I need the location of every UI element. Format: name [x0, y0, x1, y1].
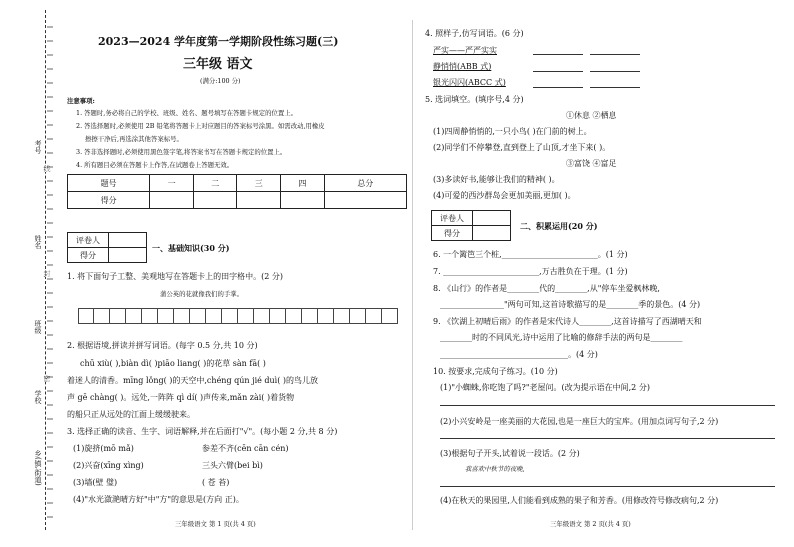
score-cell[interactable] [193, 192, 237, 209]
grader-cell[interactable] [473, 211, 511, 226]
notice-title: 注意事项: [67, 97, 95, 105]
q10-3-start: 我喜欢中秋节的夜晚, [465, 465, 525, 473]
q5-1: (1)四周静悄悄的,一只小鸟( )在门前的树上。 [433, 127, 592, 136]
q5-options-2: ③富饶 ④富足 [566, 159, 617, 168]
score-table-header: 一 [150, 175, 194, 192]
question-4: 4. 照样子,仿写词语。(6 分) [425, 29, 524, 38]
q3-1a: (1)旋挤(mō mǎ) [73, 444, 134, 453]
grader-box-2 [431, 210, 511, 241]
grader-score-cell[interactable] [109, 248, 147, 263]
q2-line-3: 声 gē chàng( )。远处,一阵阵 qì dí( )声传来,mǎn zài( )着货物 [67, 393, 295, 402]
score-table-header: 三 [237, 175, 281, 192]
margin-pattern [47, 20, 53, 520]
exam-no-label: 考号 [34, 140, 42, 154]
q2-line-2: 着迷人的清香。mīng lǒng( )的天空中,chéng qún jié duì( )的鸟儿放 [67, 376, 319, 385]
q1-sentence: 蒲公英的花就像我们的手掌。 [160, 290, 244, 298]
q10-2: (2)小兴安岭是一座美丽的大花园,也是一座巨大的宝库。(用加点词写句子,2 分) [440, 417, 719, 426]
q2-line-1: chū xiù( ),biàn dì( )piāo liang( )的花草 sàn fā( ) [80, 359, 266, 368]
section-1-title: 一、基础知识(30 分) [152, 243, 230, 253]
q3-3b: ( 苍 苔) [202, 478, 230, 487]
score-table-header: 总分 [324, 175, 406, 192]
q4-blank[interactable] [533, 54, 583, 55]
q4-example-2: 静悄悄(ABB 式) [433, 62, 492, 71]
score-cell[interactable] [281, 192, 325, 209]
grader-cell[interactable] [109, 233, 147, 248]
page-1-footer: 三年级语文 第 1 页(共 4 页) [175, 520, 256, 528]
notice-4: 4. 所有题目必须在答题卡上作答,在试题卷上答题无效。 [76, 161, 234, 169]
q4-blank[interactable] [590, 54, 640, 55]
grader-score-cell[interactable] [473, 226, 511, 241]
q3-3a: (3)墙(壁 璧) [73, 478, 118, 487]
full-score: (满分:100 分) [200, 77, 241, 85]
page-divider [412, 20, 413, 530]
q3-2b: 三头六臂(bei bì) [202, 461, 263, 470]
question-3: 3. 选择正确的读音、生字、词语解释,并在后面打"√"。(每小题 2 分,共 8 分) [67, 427, 338, 436]
question-5: 5. 选词填空。(填序号,4 分) [425, 95, 524, 104]
exam-title: 2023—2024 学年度第一学期阶段性练习题(三) [98, 35, 339, 48]
q5-options-1: ①休息 ②栖息 [566, 111, 617, 120]
notice-2: 2. 答选择题时,必须使用 2B 铅笔将答题卡上对应题目的答案标号涂黑。如需改动,用橡皮 [76, 122, 325, 130]
q4-blank[interactable] [533, 71, 583, 72]
page-2-footer: 三年级语文 第 2 页(共 4 页) [550, 520, 631, 528]
question-9: 9. 《饮湖上初晴后雨》的作者是宋代诗人________,这首诗描写了西湖晴天和 [433, 317, 702, 326]
q10-3: (3)根据句子开头,试着说一段话。(2 分) [440, 449, 580, 458]
q10-1: (1)"小蜘蛛,你吃饱了吗?"老屋问。(改为提示语在中间,2 分) [440, 383, 650, 392]
q4-blank[interactable] [590, 71, 640, 72]
q2-line-4: 的船只正从远处的江面上缓缓驶来。 [67, 410, 195, 419]
score-table [67, 174, 407, 209]
q5-3: (3)多读好书,能够让我们的精神( )。 [433, 175, 560, 184]
q4-example-1: 严实——严严实实 [433, 46, 497, 55]
exam-subtitle: 三年级 语文 [183, 57, 253, 72]
grader-label: 评卷人 [68, 233, 109, 248]
q5-4: (4)可爱的西沙群岛会更加美丽,更加( )。 [433, 191, 576, 200]
class-label: 班级 [34, 320, 42, 334]
score-row-label: 得分 [68, 192, 150, 209]
grader-score-label: 得分 [68, 248, 109, 263]
q10-4: (4)在秋天的果园里,人们能看到成熟的果子和芳香。(用修改符号修改病句,2 分) [440, 496, 719, 505]
score-table-header: 二 [193, 175, 237, 192]
question-9b: ________时的不同风光,诗中运用了比喻的修辞手法的两句是________ [440, 333, 683, 342]
name-label: 姓名 [34, 235, 42, 249]
grader-box [67, 232, 147, 263]
school-label: 学校 [34, 390, 42, 404]
grader-score-label: 得分 [432, 226, 473, 241]
score-table-header: 题号 [68, 175, 150, 192]
score-cell[interactable] [150, 192, 194, 209]
q3-1b: 参差不齐(cēn cān cén) [202, 444, 289, 453]
q4-blank[interactable] [590, 87, 640, 88]
township-label: 乡(镇,街道) [34, 450, 42, 486]
score-cell[interactable] [237, 192, 281, 209]
q3-2a: (2)兴奋(xīng xìng) [73, 461, 144, 470]
q3-4: (4)"水光潋滟晴方好"中"方"的意思是(方向 正)。 [73, 495, 244, 504]
q5-2: (2)同学们不停攀登,直到登上了山顶,才坐下来( )。 [433, 143, 611, 152]
q4-blank[interactable] [533, 87, 583, 88]
notice-2b: 擦擦干净后,再选涂其他答案标号。 [85, 135, 183, 143]
score-cell[interactable] [324, 192, 406, 209]
q10-3-answer-line[interactable] [440, 486, 775, 487]
notice-1: 1. 答题时,务必将自己的学校、班级、姓名、题号填写在答题卡规定的位置上。 [76, 109, 298, 117]
notice-3: 3. 答非选择题时,必须使用黑色签字笔,将答案书写在答题卡规定的位置上。 [76, 148, 287, 156]
question-1: 1. 将下面句子工整、美观地写在答题卡上的田字格中。(2 分) [67, 272, 284, 281]
grader-label: 评卷人 [432, 211, 473, 226]
question-10: 10. 按要求,完成句子练习。(10 分) [433, 367, 558, 376]
question-7: 7. ________________________,万古胜负在于理。(1 分) [433, 267, 628, 276]
question-6: 6. 一个篱笆三个桩,________________________。(1 分) [433, 250, 628, 259]
tianzige-grid[interactable] [78, 308, 398, 324]
section-2-title: 二、积累运用(20 分) [520, 221, 598, 231]
question-8: 8. 《山行》的作者是________代的________,从"停车坐爱枫林晚, [433, 284, 660, 293]
q10-2-answer-line[interactable] [440, 438, 775, 439]
q10-1-answer-line[interactable] [440, 405, 775, 406]
question-2: 2. 根据语境,拼读并拼写词语。(每字 0.5 分,共 10 分) [67, 341, 258, 350]
question-8b: ________________"两句可知,这首诗歌描写的是________季的景色。(4 分) [440, 300, 701, 309]
question-9c: ________________________________。(4 分) [440, 350, 598, 359]
binding-margin [0, 0, 60, 547]
q4-example-3: 银光闪闪(ABCC 式) [433, 78, 506, 87]
score-table-header: 四 [281, 175, 325, 192]
